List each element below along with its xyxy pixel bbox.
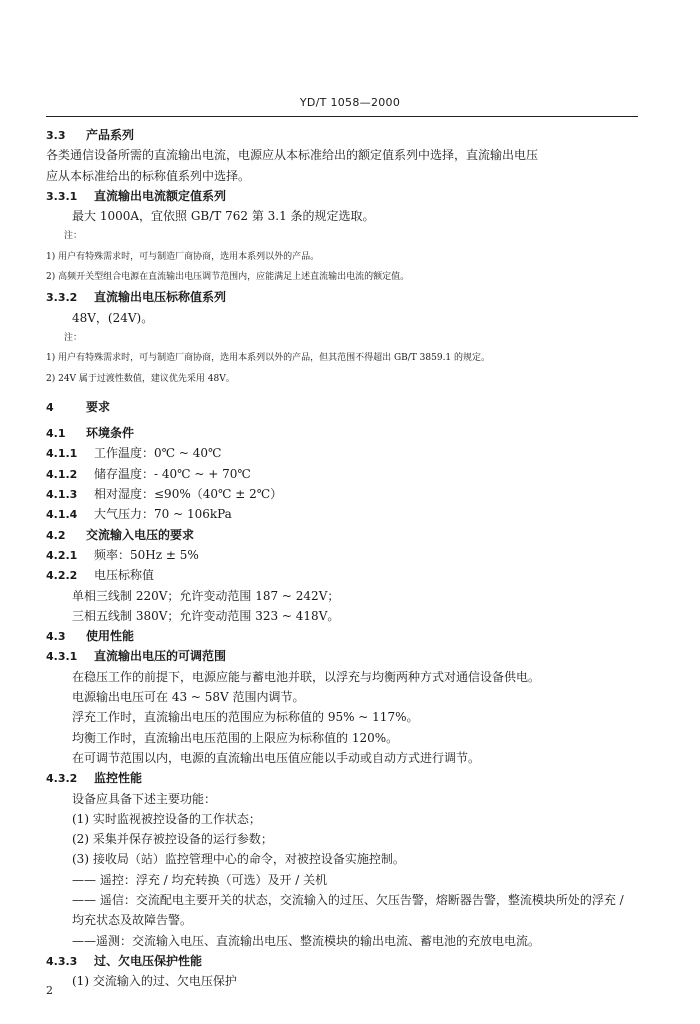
paragraph: 浮充工作时，直流输出电压的范围应为标称值的 95% ~ 117%。: [72, 710, 419, 725]
section-4-3-1-heading: 4.3.1 直流输出电压的可调范围: [46, 649, 227, 664]
section-3-3-heading: 3.3 产品系列: [46, 128, 135, 142]
paragraph: 最大 1000A，宜依照 GB/T 762 第 3.1 条的规定选取。: [72, 209, 375, 224]
note-label: 注：: [64, 231, 83, 242]
paragraph: 应从本标准给出的标称值系列中选择。: [46, 168, 251, 183]
list-item: (3) 接收局（站）监控管理中心的命令，对被控设备实施控制。: [72, 852, 405, 867]
paragraph: 设备应具备下述主要功能：: [72, 791, 217, 806]
page-body: [46, 125, 638, 991]
list-item: (1) 实时监视被控设备的工作状态；: [72, 811, 261, 826]
section-4-3-2-heading: 4.3.2 监控性能: [46, 771, 143, 786]
clause-4-1-4: 4.1.4 大气压力：70 ~ 106kPa: [46, 507, 232, 522]
paragraph: 电源输出电压可在 43 ~ 58V 范围内调节。: [72, 690, 305, 705]
paragraph: 均衡工作时，直流输出电压范围的上限应为标称值的 120%。: [72, 730, 399, 745]
paragraph: 在稳压工作的前提下，电源应能与蓄电池并联，以浮充与均衡两种方式对通信设备供电。: [72, 669, 541, 684]
clause-4-2-2: 4.2.2 电压标称值: [46, 568, 155, 583]
note-item: 2) 高频开关型组合电源在直流输出电压调节范围内，应能满足上述直流输出电流的额定值。: [46, 272, 410, 283]
dash-item: ——遥测：交流输入电压、直流输出电压、整流模块的输出电流、蓄电池的充放电电流。: [72, 933, 541, 948]
clause-4-1-3: 4.1.3 相对湿度：≤90%（40℃ ± 2℃）: [46, 487, 283, 502]
section-4-2-heading: 4.2 交流输入电压的要求: [46, 527, 195, 542]
page-header: YD/T 1058—2000: [299, 96, 401, 109]
paragraph: 48V，(24V)。: [72, 310, 154, 325]
note-item: 1) 用户有特殊需求时，可与制造厂商协商，选用本系列以外的产品。: [46, 251, 320, 262]
paragraph: 在可调节范围以内，电源的直流输出电压值应能以手动或自动方式进行调节。: [72, 750, 481, 765]
section-4-heading: 4 要求: [46, 399, 111, 414]
section-4-3-3-heading: 4.3.3 过、欠电压保护性能: [46, 953, 203, 968]
header-rule: [46, 116, 638, 117]
page-number: 2: [46, 984, 53, 997]
clause-4-1-2: 4.1.2 储存温度：- 40℃ ~ + 70℃: [46, 466, 251, 481]
note-label: 注：: [64, 332, 83, 343]
paragraph: 各类通信设备所需的直流输出电流，电源应从本标准给出的额定值系列中选择，直流输出电压: [46, 148, 539, 163]
dash-item: —— 遥信：交流配电主要开关的状态，交流输入的过压、欠压告警，熔断器告警，整流模块所处的浮充 / 均充状态及故障告警。: [72, 892, 624, 928]
note-item: 1) 用户有特殊需求时，可与制造厂商协商，选用本系列以外的产品，但其范围不得超出 GB/T 3859.1 的规定。: [46, 353, 491, 364]
section-4-3-heading: 4.3 使用性能: [46, 629, 135, 644]
spacer: [46, 389, 638, 397]
dash-item: —— 遥控：浮充 / 均充转换（可选）及开 / 关机: [72, 872, 328, 887]
clause-4-1-1: 4.1.1 工作温度：0℃ ~ 40℃: [46, 446, 222, 461]
section-3-3-2-heading: 3.3.2 直流输出电压标称值系列: [46, 290, 227, 305]
note-item: 2) 24V 属于过渡性数值，建议优先采用 48V。: [46, 373, 235, 384]
section-4-1-heading: 4.1 环境条件: [46, 426, 135, 441]
section-3-3-1-heading: 3.3.1 直流输出电流额定值系列: [46, 188, 227, 203]
clause-4-2-1: 4.2.1 频率：50Hz ± 5%: [46, 547, 199, 562]
list-item: (2) 采集并保存被控设备的运行参数；: [72, 832, 273, 847]
list-item: (1) 交流输入的过、欠电压保护: [72, 974, 237, 989]
paragraph: 单相三线制 220V；允许变动范围 187 ~ 242V；: [72, 588, 340, 603]
paragraph: 三相五线制 380V；允许变动范围 323 ~ 418V。: [72, 608, 340, 623]
